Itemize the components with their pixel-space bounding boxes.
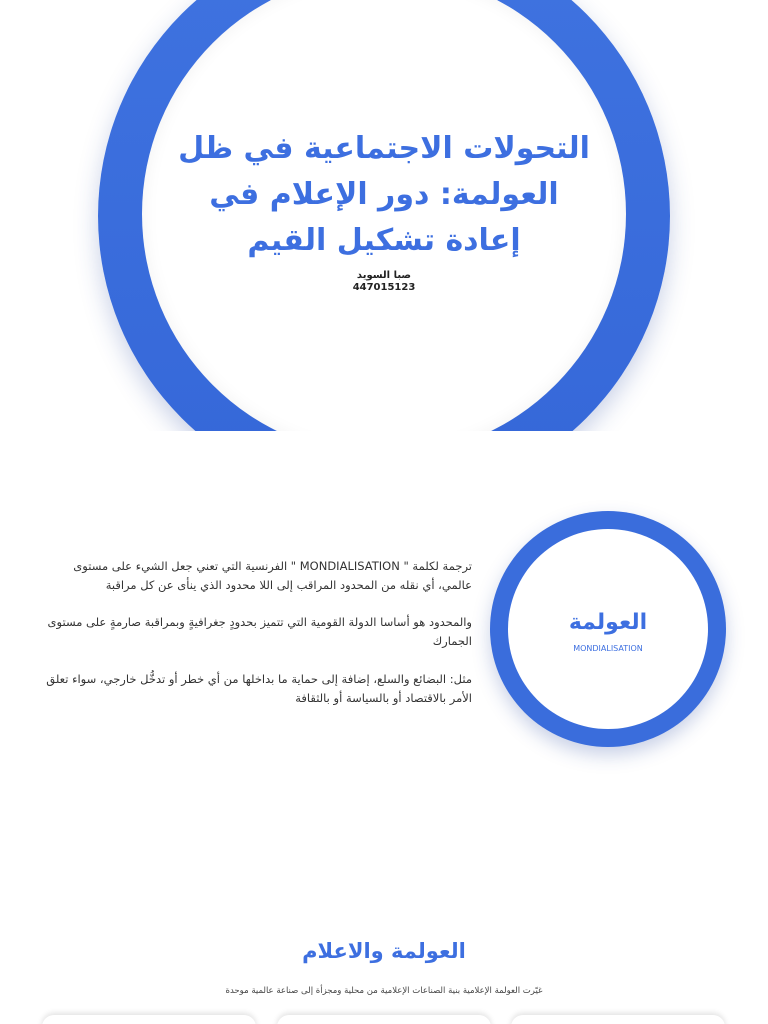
- title-slide: [0, 0, 768, 431]
- definition-paragraph: مثل: البضائع والسلع، إضافة إلى حماية ما بداخلها من أي خطر أو تدخُّل خارجي، سواء تعلق الأمر بالاقتصاد أو بالسياسة أو بالثقافة: [46, 672, 472, 705]
- definition-paragraph: ترجمة لكلمة " MONDIALISATION " الفرنسية التي تعني جعل الشيء على مستوى عالمي، أي نقله من المحدود المراقب إلى اللا محدود الذي ينأى عن كل مراقبة: [73, 559, 472, 592]
- section-subtitle: MONDIALISATION: [573, 644, 643, 653]
- author-name: صبا السويد: [356, 270, 412, 281]
- author-block: [284, 270, 484, 294]
- slide-title: العولمة والاعلام: [302, 939, 466, 963]
- definition-paragraph: والمحدود هو أساسا الدولة القومية التي تتميز بحدودٍ جغرافيةٍ وبمراقبة صارمةٍ على مستوى الجمارك: [47, 615, 472, 648]
- author-id: 447015123: [352, 282, 416, 293]
- globalization-definition-slide: [0, 431, 768, 861]
- section-title: العولمة: [568, 610, 648, 635]
- content-card: [511, 1015, 725, 1024]
- content-card: [42, 1015, 256, 1024]
- globalization-media-slide: [0, 861, 768, 1024]
- slide-title: التحولات الاجتماعية في ظل العولمة: دور الإعلام في إعادة تشكيل القيم: [178, 131, 590, 258]
- content-card: [277, 1015, 491, 1024]
- slide-subtitle: غيّرت العولمة الإعلامية بنية الصناعات الإعلامية من محلية ومجزأة إلى صناعة عالمية موحدة: [225, 986, 543, 996]
